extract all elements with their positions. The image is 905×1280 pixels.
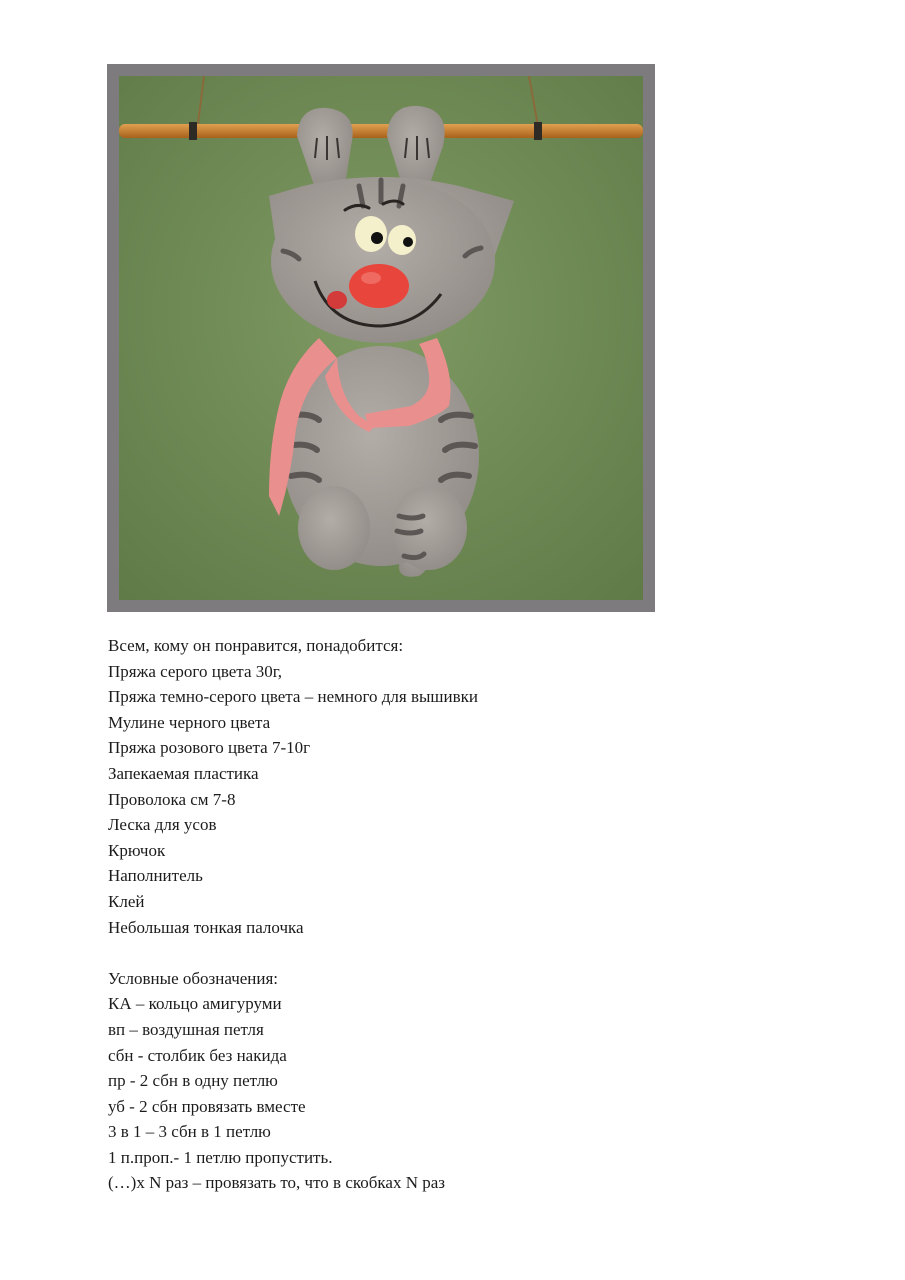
legend-item: вп – воздушная петля [108, 1019, 264, 1039]
materials-heading: Всем, кому он понравится, понадобится: [108, 636, 404, 655]
paragraph-gap [108, 940, 808, 966]
material-item: Крючок [108, 840, 166, 860]
pattern-text [108, 633, 808, 1196]
legend-item: 1 п.проп.- 1 петлю пропустить. [108, 1147, 333, 1167]
material-item: Проволока см 7-8 [108, 789, 236, 809]
material-item: Леска для усов [108, 815, 217, 835]
legend-item: 3 в 1 – 3 сбн в 1 петлю [108, 1122, 271, 1142]
cat-photo-frame [107, 64, 655, 612]
legend-item: уб - 2 сбн провязать вместе [108, 1096, 306, 1116]
material-item: Клей [108, 891, 145, 911]
material-item: Пряжа темно-серого цвета – немного для вышивки [108, 687, 478, 707]
material-item: Пряжа серого цвета 30г, [108, 661, 283, 681]
material-item: Небольшая тонкая палочка [108, 917, 304, 937]
legend-item: сбн - столбик без накида [108, 1045, 287, 1065]
legend-heading: Условные обозначения: [108, 968, 279, 988]
amigurumi-cat-photo [119, 76, 643, 600]
material-item: Наполнитель [108, 866, 203, 886]
legend-item: (…)х N раз – провязать то, что в скобках N раз [108, 1173, 445, 1193]
legend-item: КА – кольцо амигуруми [108, 994, 282, 1014]
material-item: Мулине черного цвета [108, 712, 271, 732]
material-item: Запекаемая пластика [108, 763, 259, 783]
legend-item: пр - 2 сбн в одну петлю [108, 1071, 278, 1091]
material-item: Пряжа розового цвета 7-10г [108, 738, 311, 758]
